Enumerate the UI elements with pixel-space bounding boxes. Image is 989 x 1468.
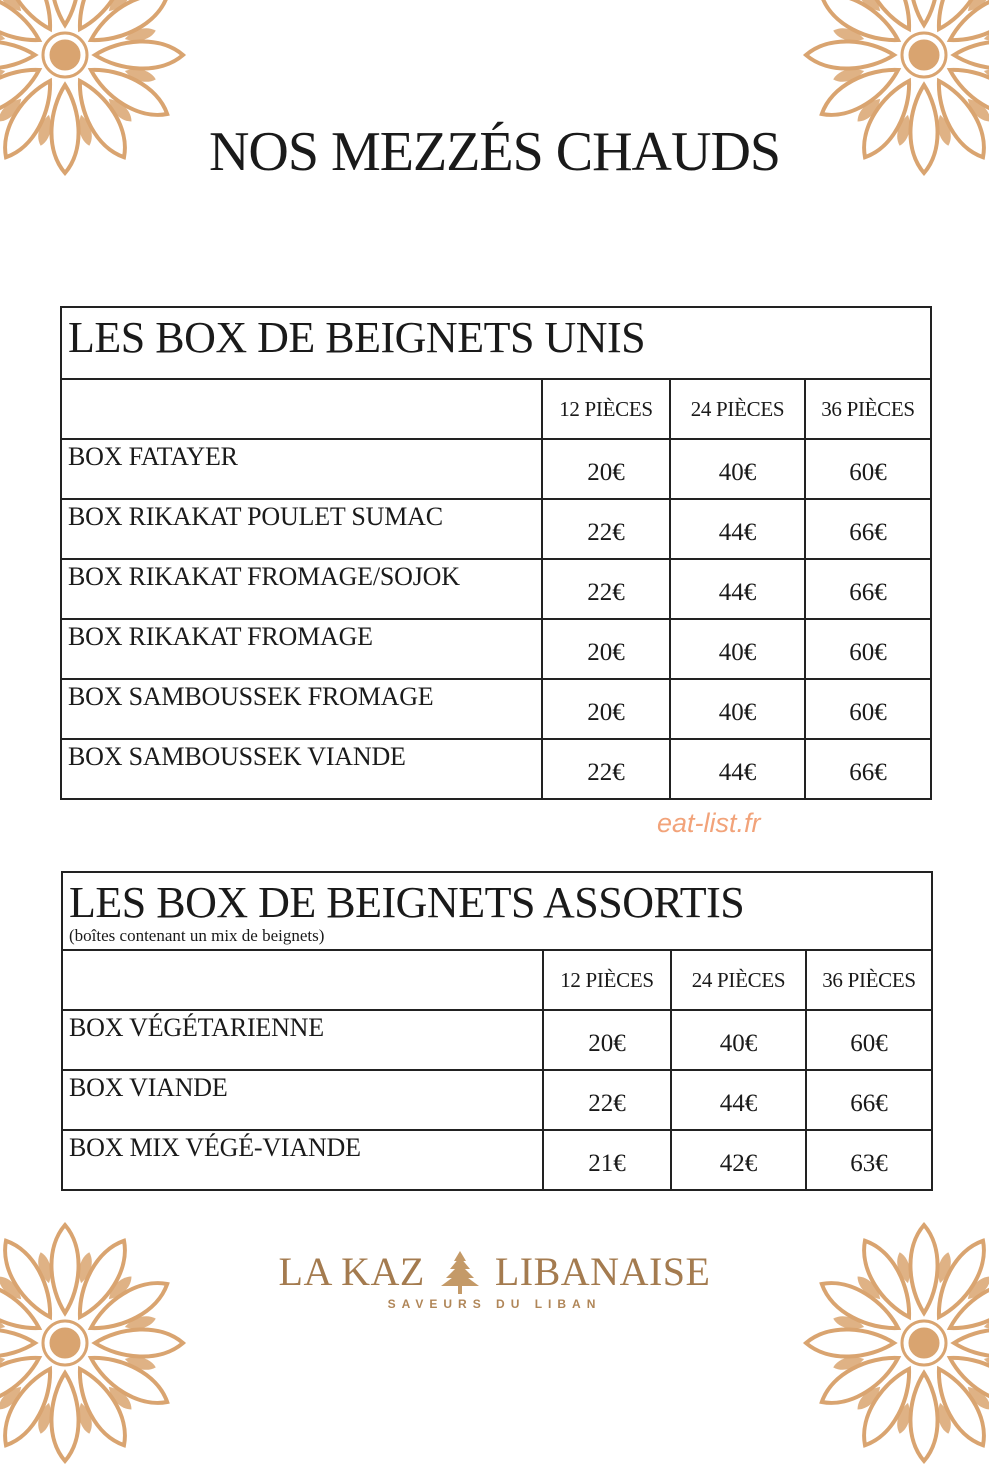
price-12: 20€ [542,439,670,499]
price-12: 22€ [542,739,670,799]
price-24: 42€ [671,1130,806,1190]
column-header-12: 12 PIÈCES [543,950,671,1010]
section-heading [61,307,931,379]
item-name: BOX VÉGÉTARIENNE [62,1010,543,1070]
price-12: 22€ [542,499,670,559]
column-header-row [62,950,932,1010]
column-header-24: 24 PIÈCES [671,950,806,1010]
table-row [62,1130,932,1190]
column-header-row [61,379,931,439]
section-heading [62,872,932,950]
price-24: 44€ [670,739,805,799]
price-36: 66€ [805,559,931,619]
table-row [62,1010,932,1070]
price-12: 22€ [542,559,670,619]
price-24: 40€ [670,619,805,679]
column-header-36: 36 PIÈCES [806,950,932,1010]
table-row [61,739,931,799]
column-header-24: 24 PIÈCES [670,379,805,439]
price-36: 66€ [805,499,931,559]
price-24: 40€ [671,1010,806,1070]
item-name: BOX RIKAKAT POULET SUMAC [61,499,542,559]
price-24: 40€ [670,679,805,739]
item-name: BOX MIX VÉGÉ-VIANDE [62,1130,543,1190]
table-row [61,559,931,619]
price-24: 40€ [670,439,805,499]
brand-logo [0,1248,989,1311]
price-table-unis [60,306,932,800]
price-24: 44€ [671,1070,806,1130]
item-name: BOX VIANDE [62,1070,543,1130]
cedar-tree-icon [435,1249,485,1295]
table-row [61,679,931,739]
empty-header-cell [62,950,543,1010]
price-24: 44€ [670,499,805,559]
item-name: BOX RIKAKAT FROMAGE/SOJOK [61,559,542,619]
price-12: 20€ [542,619,670,679]
table-header-row [62,872,932,950]
item-name: BOX SAMBOUSSEK VIANDE [61,739,542,799]
item-name: BOX FATAYER [61,439,542,499]
price-24: 44€ [670,559,805,619]
logo-tagline: SAVEURS DU LIBAN [387,1297,602,1311]
item-name: BOX RIKAKAT FROMAGE [61,619,542,679]
price-36: 66€ [805,739,931,799]
price-12: 20€ [542,679,670,739]
table-header-row [61,307,931,379]
section-subtitle: (boîtes contenant un mix de beignets) [69,926,325,945]
price-12: 22€ [543,1070,671,1130]
price-36: 63€ [806,1130,932,1190]
logo-text-left: LA KAZ [278,1249,425,1294]
item-name: BOX SAMBOUSSEK FROMAGE [61,679,542,739]
empty-header-cell [61,379,542,439]
table-row [61,499,931,559]
table-row [61,439,931,499]
price-36: 60€ [805,679,931,739]
watermark: eat-list.fr [657,808,761,838]
logo-text-right: LIBANAISE [494,1249,711,1294]
price-12: 21€ [543,1130,671,1190]
price-table-assortis [61,871,933,1191]
price-36: 60€ [805,619,931,679]
column-header-36: 36 PIÈCES [805,379,931,439]
page-title: NOS MEZZÉS CHAUDS [208,121,781,183]
price-12: 20€ [543,1010,671,1070]
section-title: LES BOX DE BEIGNETS ASSORTIS [69,878,745,927]
price-36: 66€ [806,1070,932,1130]
section-title: LES BOX DE BEIGNETS UNIS [68,313,646,362]
table-row [61,619,931,679]
table-row [62,1070,932,1130]
price-36: 60€ [805,439,931,499]
price-36: 60€ [806,1010,932,1070]
column-header-12: 12 PIÈCES [542,379,670,439]
